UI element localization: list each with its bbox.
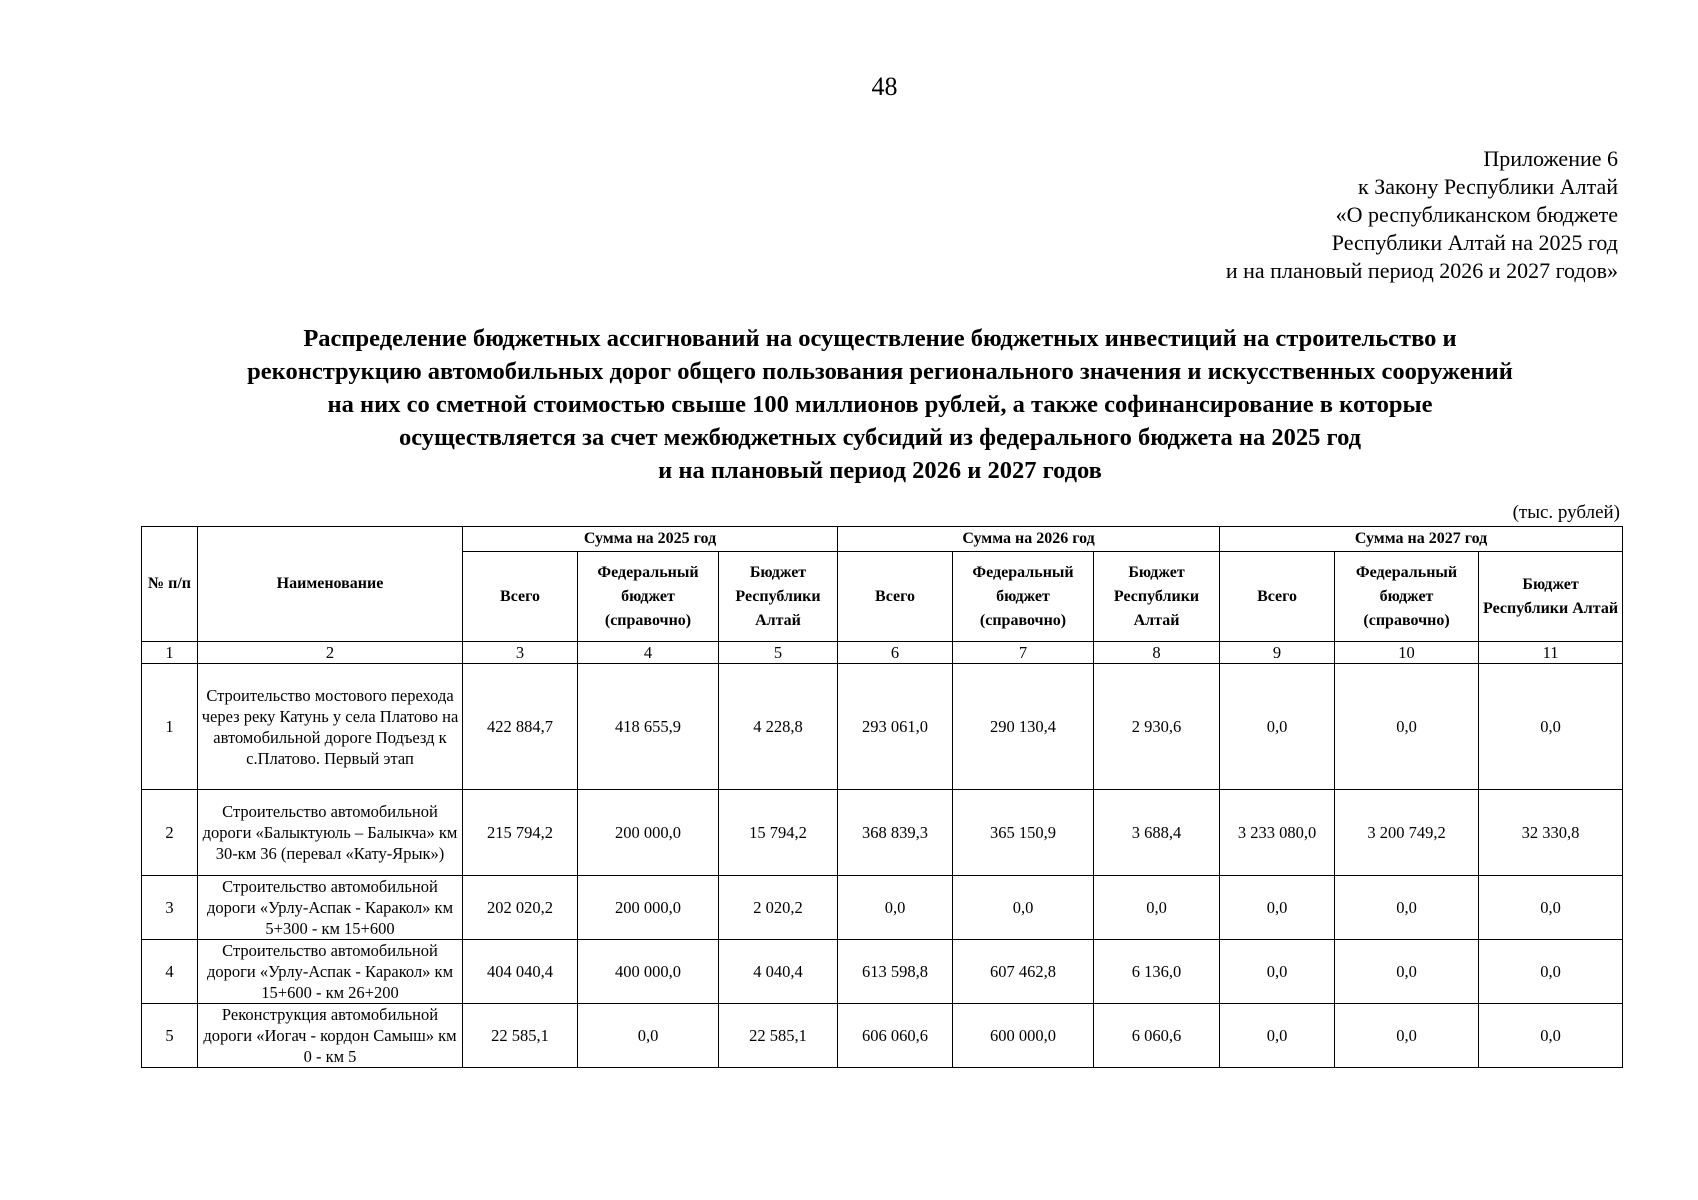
- table-row: [142, 790, 1623, 876]
- value-2025-total: 202 020,2: [463, 876, 578, 940]
- header-republic: Бюджет Республики Алтай: [719, 552, 838, 642]
- value-2027-total: 0,0: [1220, 876, 1335, 940]
- value-2026-federal: 365 150,9: [953, 790, 1094, 876]
- value-2027-republic: 32 330,8: [1479, 790, 1623, 876]
- value-2026-republic: 6 060,6: [1094, 1004, 1220, 1068]
- header-num: № п/п: [142, 527, 198, 642]
- value-2027-total: 3 233 080,0: [1220, 790, 1335, 876]
- header-group-2027: Сумма на 2027 год: [1220, 527, 1623, 552]
- column-number: 4: [578, 642, 719, 664]
- value-2026-federal: 607 462,8: [953, 940, 1094, 1004]
- header-federal: Федеральный бюджет (справочно): [953, 552, 1094, 642]
- value-2027-federal: 0,0: [1335, 876, 1479, 940]
- value-2026-total: 613 598,8: [838, 940, 953, 1004]
- column-number: 5: [719, 642, 838, 664]
- budget-table: [141, 526, 1623, 1068]
- header-total: Всего: [463, 552, 578, 642]
- column-number: 6: [838, 642, 953, 664]
- column-number: 7: [953, 642, 1094, 664]
- row-name: Строительство автомобильной дороги «Балыктуюль – Балыкча» км 30-км 36 (перевал «Кату-Ярык»): [198, 790, 463, 876]
- value-2027-republic: 0,0: [1479, 664, 1623, 790]
- header-republic: Бюджет Республики Алтай: [1094, 552, 1220, 642]
- row-name: Строительство автомобильной дороги «Урлу-Аспак - Каракол» км 5+300 - км 15+600: [198, 876, 463, 940]
- value-2026-republic: 3 688,4: [1094, 790, 1220, 876]
- table-row: [142, 664, 1623, 790]
- value-2026-federal: 600 000,0: [953, 1004, 1094, 1068]
- row-num: 2: [142, 790, 198, 876]
- column-number: 2: [198, 642, 463, 664]
- value-2027-republic: 0,0: [1479, 1004, 1623, 1068]
- table-row: [142, 1004, 1623, 1068]
- value-2025-total: 215 794,2: [463, 790, 578, 876]
- value-2025-federal: 418 655,9: [578, 664, 719, 790]
- row-num: 3: [142, 876, 198, 940]
- appendix-line: Приложение 6: [1483, 146, 1618, 171]
- appendix-heading: [1226, 145, 1618, 285]
- header-row-groups: [142, 527, 1623, 552]
- value-2027-republic: 0,0: [1479, 940, 1623, 1004]
- value-2027-republic: 0,0: [1479, 876, 1623, 940]
- column-number: 11: [1479, 642, 1623, 664]
- appendix-line: к Закону Республики Алтай: [1358, 174, 1618, 199]
- table-row: [142, 940, 1623, 1004]
- value-2026-republic: 6 136,0: [1094, 940, 1220, 1004]
- value-2025-federal: 200 000,0: [578, 790, 719, 876]
- value-2026-republic: 2 930,6: [1094, 664, 1220, 790]
- value-2027-total: 0,0: [1220, 1004, 1335, 1068]
- value-2025-total: 404 040,4: [463, 940, 578, 1004]
- value-2026-total: 0,0: [838, 876, 953, 940]
- header-republic: Бюджет Республики Алтай: [1479, 552, 1623, 642]
- value-2026-federal: 0,0: [953, 876, 1094, 940]
- value-2025-federal: 200 000,0: [578, 876, 719, 940]
- value-2025-federal: 400 000,0: [578, 940, 719, 1004]
- value-2025-republic: 22 585,1: [719, 1004, 838, 1068]
- value-2027-total: 0,0: [1220, 664, 1335, 790]
- value-2026-republic: 0,0: [1094, 876, 1220, 940]
- header-name: Наименование: [198, 527, 463, 642]
- value-2025-total: 422 884,7: [463, 664, 578, 790]
- header-total: Всего: [1220, 552, 1335, 642]
- value-2025-republic: 2 020,2: [719, 876, 838, 940]
- page-number: 48: [871, 72, 898, 101]
- document-title: [130, 322, 1630, 487]
- header-total: Всего: [838, 552, 953, 642]
- header-federal: Федеральный бюджет (справочно): [1335, 552, 1479, 642]
- value-2027-federal: 0,0: [1335, 664, 1479, 790]
- column-number: 8: [1094, 642, 1220, 664]
- title-line: реконструкцию автомобильных дорог общего пользования регионального значения и искусственных сооружений: [247, 358, 1513, 385]
- value-2026-total: 368 839,3: [838, 790, 953, 876]
- value-2027-total: 0,0: [1220, 940, 1335, 1004]
- value-2026-federal: 290 130,4: [953, 664, 1094, 790]
- row-name: Строительство автомобильной дороги «Урлу-Аспак - Каракол» км 15+600 - км 26+200: [198, 940, 463, 1004]
- column-number: 3: [463, 642, 578, 664]
- value-2027-federal: 3 200 749,2: [1335, 790, 1479, 876]
- column-number: 1: [142, 642, 198, 664]
- row-num: 1: [142, 664, 198, 790]
- row-name: Строительство мостового перехода через реку Катунь у села Платово на автомобильной дороге Подъезд к с.Платово. Первый этап: [198, 664, 463, 790]
- appendix-line: Республики Алтай на 2025 год: [1331, 230, 1618, 255]
- value-2027-federal: 0,0: [1335, 1004, 1479, 1068]
- row-name: Реконструкция автомобильной дороги «Иогач - кордон Самыш» км 0 - км 5: [198, 1004, 463, 1068]
- title-line: Распределение бюджетных ассигнований на осуществление бюджетных инвестиций на строительство и: [303, 325, 1457, 352]
- value-2025-total: 22 585,1: [463, 1004, 578, 1068]
- row-num: 4: [142, 940, 198, 1004]
- value-2026-total: 606 060,6: [838, 1004, 953, 1068]
- value-2027-federal: 0,0: [1335, 940, 1479, 1004]
- value-2025-republic: 4 040,4: [719, 940, 838, 1004]
- column-number-row: [142, 642, 1623, 664]
- header-federal: Федеральный бюджет (справочно): [578, 552, 719, 642]
- title-line: на них со сметной стоимостью свыше 100 миллионов рублей, а также софинансирование в которые: [327, 391, 1433, 418]
- value-2025-republic: 4 228,8: [719, 664, 838, 790]
- appendix-line: «О республиканском бюджете: [1335, 202, 1618, 227]
- row-num: 5: [142, 1004, 198, 1068]
- value-2025-republic: 15 794,2: [719, 790, 838, 876]
- appendix-line: и на плановый период 2026 и 2027 годов»: [1225, 258, 1618, 283]
- column-number: 10: [1335, 642, 1479, 664]
- column-number: 9: [1220, 642, 1335, 664]
- table-row: [142, 876, 1623, 940]
- header-group-2025: Сумма на 2025 год: [463, 527, 838, 552]
- header-group-2026: Сумма на 2026 год: [838, 527, 1220, 552]
- title-line: осуществляется за счет межбюджетных субсидий из федерального бюджета на 2025 год: [398, 424, 1362, 451]
- title-line: и на плановый период 2026 и 2027 годов: [658, 457, 1102, 484]
- units-label: (тыс. рублей): [1512, 502, 1620, 523]
- value-2026-total: 293 061,0: [838, 664, 953, 790]
- value-2025-federal: 0,0: [578, 1004, 719, 1068]
